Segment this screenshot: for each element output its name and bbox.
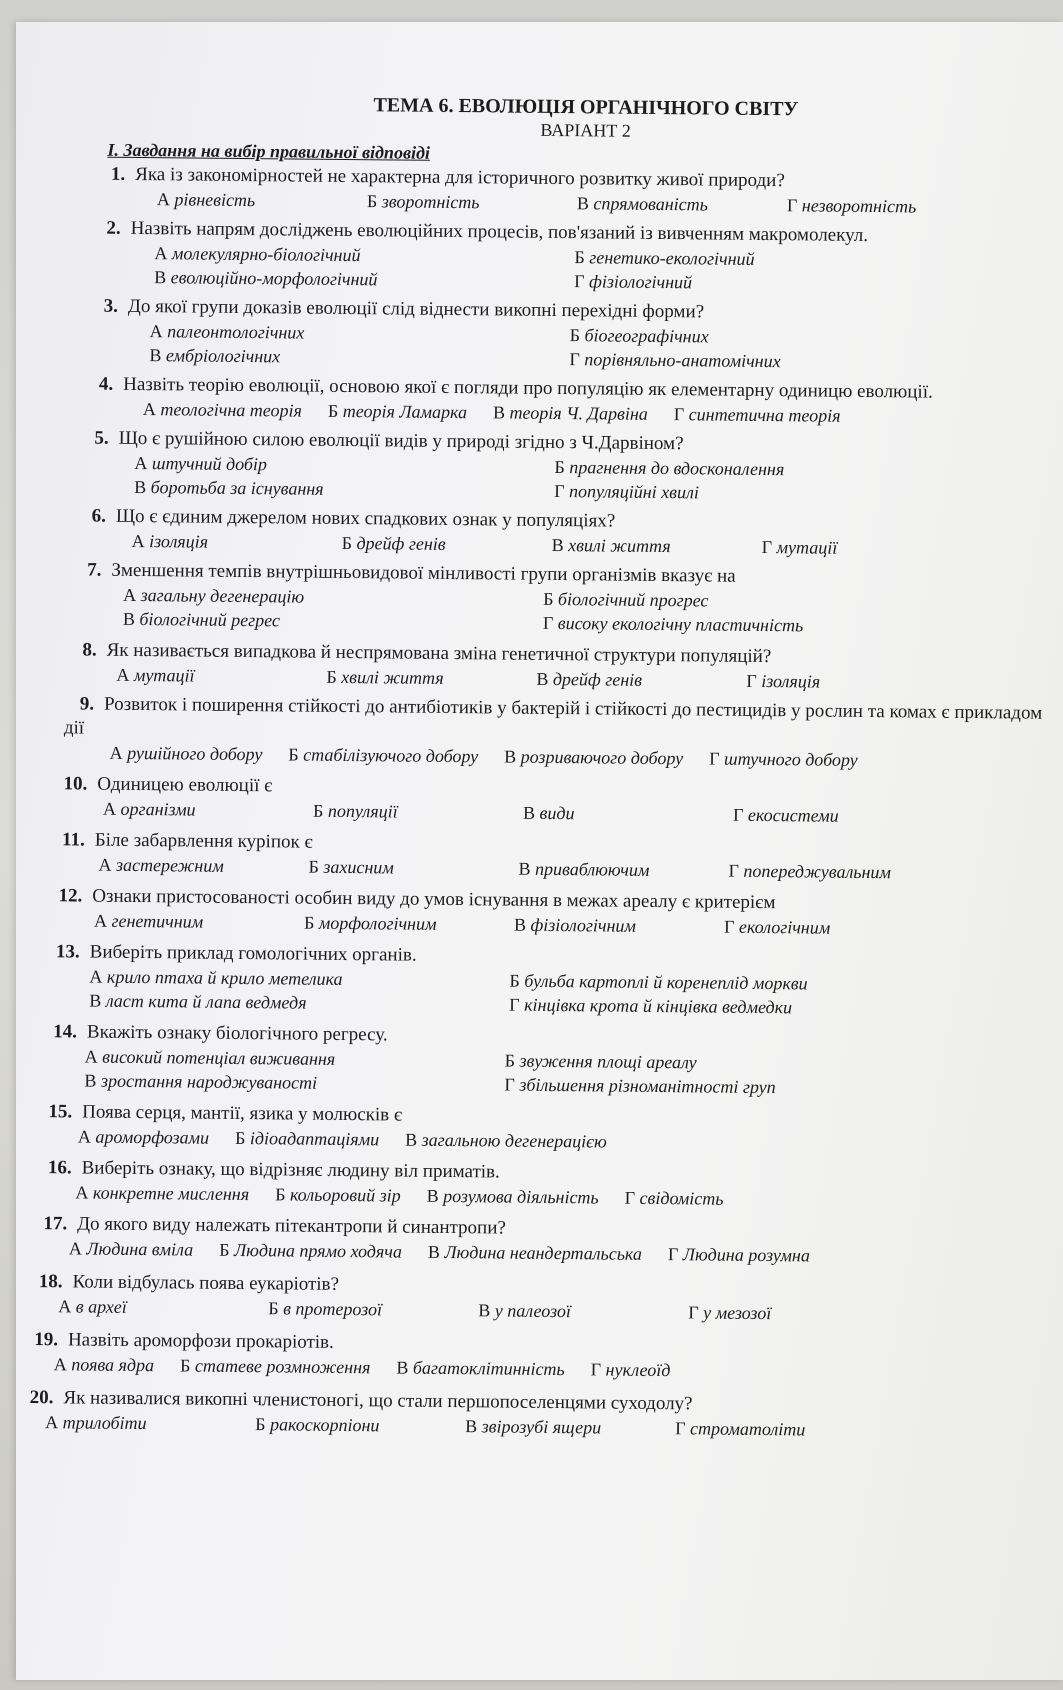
- question-11: [54, 828, 1048, 886]
- answer-option: [275, 1182, 401, 1207]
- answer-option: [552, 533, 762, 559]
- question-13: [49, 940, 1048, 1022]
- option-letter: Г: [728, 860, 740, 881]
- question-number: 6.: [91, 505, 107, 527]
- option-letter: Б: [569, 325, 581, 346]
- question-number: 4.: [98, 373, 114, 395]
- question-text: Назвіть напрям досліджень еволюційних процесів, пов'язаний із вивченням макромолекул.: [130, 217, 869, 246]
- answer-option: [396, 1356, 564, 1382]
- question-number: 17.: [43, 1213, 68, 1235]
- answer-option: [688, 1300, 898, 1326]
- option-letter: А: [131, 530, 145, 552]
- option-letter: Б: [234, 1127, 246, 1149]
- option-text: трилобіти: [62, 1412, 147, 1434]
- question-10: [57, 772, 1049, 830]
- option-text: мутації: [776, 537, 838, 558]
- question-14: [46, 1020, 1047, 1102]
- option-letter: Б: [219, 1239, 230, 1260]
- question-text: Що є єдиним джерелом нових спадкових ознак у популяціях?: [115, 505, 616, 532]
- option-letter: В: [154, 267, 167, 288]
- answer-option: [728, 859, 938, 885]
- answer-option: [367, 189, 577, 215]
- option-letter: А: [68, 1238, 82, 1259]
- answer-option: [724, 915, 934, 941]
- option-letter: Б: [543, 588, 554, 609]
- answer-option: [180, 1353, 371, 1379]
- answer-option: [157, 187, 367, 213]
- answer-option: [591, 1357, 671, 1382]
- option-text: екологічним: [738, 916, 831, 938]
- answer-option: [98, 853, 308, 879]
- option-letter: А: [103, 798, 117, 819]
- option-letter: А: [45, 1412, 59, 1433]
- option-text: захисним: [323, 856, 394, 878]
- option-letter: А: [89, 966, 103, 987]
- question-number: 20.: [29, 1387, 54, 1409]
- option-text: кінцівка крота й кінцівка ведмедки: [524, 994, 793, 1018]
- answer-option: [116, 663, 326, 689]
- option-text: види: [539, 802, 575, 824]
- option-text: теорія Ламарка: [342, 400, 468, 423]
- option-letter: В: [149, 345, 162, 366]
- option-letter: В: [396, 1357, 409, 1378]
- answer-option: [427, 1184, 599, 1210]
- answer-option: [514, 913, 724, 939]
- answer-option: [219, 1238, 402, 1264]
- answer-option: [428, 1240, 642, 1266]
- option-letter: В: [492, 402, 506, 423]
- option-text: попереджувальним: [743, 860, 892, 883]
- answer-option: [288, 742, 478, 768]
- option-letter: Б: [268, 1298, 279, 1319]
- option-letter: Г: [624, 1187, 636, 1208]
- question-text: Поява серця, мантії, язика у молюсків є: [82, 1101, 403, 1126]
- option-text: популяційні хвилі: [568, 481, 699, 503]
- answer-option: [69, 1236, 194, 1261]
- option-letter: Г: [732, 804, 744, 825]
- option-letter: А: [134, 452, 148, 474]
- option-letter: А: [142, 399, 157, 420]
- answer-option: [54, 1352, 155, 1377]
- question-text: Як називалися викопні членистоногі, що стали першопоселенцями суходолу?: [63, 1387, 693, 1415]
- answer-option: [478, 1298, 688, 1324]
- answer-option: [733, 803, 943, 829]
- answer-option: [675, 1416, 885, 1442]
- question-text: Назвіть теорію еволюції, основою якої є погляди про популяцію як елементарну одиницю еволюції.: [123, 373, 933, 403]
- question-number: 3.: [103, 295, 119, 317]
- option-letter: А: [98, 854, 112, 875]
- option-letter: Г: [723, 916, 735, 937]
- option-text: мутації: [133, 664, 195, 686]
- question-15: [42, 1100, 1046, 1158]
- option-text: хвилі життя: [568, 535, 671, 557]
- answer-option: [504, 1073, 924, 1101]
- option-letter: Б: [312, 800, 324, 821]
- question-text: Ознаки пристосованості особин виду до умов існування в межах ареалу є критерієм: [92, 885, 776, 914]
- answer-option: [342, 531, 552, 557]
- answer-option: [308, 855, 518, 881]
- option-letter: Г: [675, 1418, 686, 1439]
- question-1: [95, 163, 1055, 220]
- question-16: [41, 1156, 1045, 1214]
- answer-option: [328, 399, 467, 424]
- option-text: дрейф генів: [552, 668, 643, 690]
- option-letter: Г: [554, 480, 565, 502]
- answer-option: [543, 611, 963, 639]
- question-number: 5.: [94, 427, 109, 449]
- answer-option: [762, 535, 972, 561]
- answer-option: [110, 741, 263, 766]
- option-letter: В: [465, 1416, 478, 1437]
- answer-option: [75, 1180, 249, 1206]
- answer-option: [554, 479, 974, 507]
- option-text: у палеозої: [494, 1300, 572, 1322]
- answer-option: [235, 1126, 379, 1151]
- option-text: ізоляція: [149, 531, 209, 552]
- option-letter: А: [93, 910, 108, 931]
- answer-option: [569, 347, 989, 375]
- question-number: 7.: [87, 559, 102, 581]
- option-text: морфологічним: [318, 912, 437, 934]
- option-letter: Б: [366, 191, 378, 212]
- option-letter: А: [53, 1354, 67, 1375]
- option-text: загальну дегенерацію: [140, 585, 305, 607]
- option-text: біогеографічних: [584, 325, 709, 347]
- option-text: біологічний регрес: [139, 609, 281, 631]
- option-letter: Г: [709, 748, 720, 769]
- question-number: 8.: [82, 639, 97, 661]
- answer-option: [465, 1414, 675, 1440]
- answer-option: [154, 265, 574, 293]
- option-text: рівневість: [174, 189, 256, 211]
- option-text: ідіоадаптаціями: [249, 1128, 380, 1150]
- option-letter: В: [426, 1185, 439, 1206]
- option-text: кольоровий зір: [289, 1184, 401, 1206]
- option-text: хвилі життя: [341, 666, 444, 688]
- option-letter: Г: [574, 271, 585, 292]
- option-text: прагнення до вдосконалення: [569, 457, 785, 480]
- answer-options: [149, 319, 1053, 376]
- question-6: [76, 504, 1052, 561]
- answer-option: [523, 801, 733, 827]
- option-text: генетико-екологічний: [589, 247, 755, 269]
- option-letter: А: [149, 321, 163, 342]
- question-number: 16.: [47, 1157, 72, 1179]
- question-number: 18.: [38, 1271, 63, 1293]
- question-text: Виберіть ознаку, що відрізняє людину віл приматів.: [81, 1157, 500, 1183]
- option-text: ембріологічних: [165, 345, 281, 367]
- option-letter: Б: [341, 532, 353, 554]
- answer-option: [746, 669, 956, 695]
- option-letter: А: [75, 1182, 89, 1203]
- option-letter: Г: [590, 1359, 602, 1380]
- option-letter: Г: [688, 1302, 699, 1323]
- answer-option: [577, 191, 787, 217]
- question-number: 1.: [110, 163, 126, 185]
- option-text: конкретне мислення: [92, 1182, 250, 1205]
- answer-option: [574, 269, 994, 297]
- option-text: фізіологічним: [530, 914, 637, 936]
- option-letter: А: [84, 1046, 98, 1067]
- question-number: 11.: [61, 829, 85, 851]
- option-letter: Г: [667, 1244, 679, 1265]
- option-text: в протерозої: [283, 1298, 383, 1320]
- answer-option: [625, 1186, 724, 1211]
- option-text: порівняльно-анатомічних: [584, 349, 781, 372]
- answer-option: [149, 343, 569, 371]
- option-letter: Б: [303, 912, 315, 933]
- answer-option: [134, 475, 554, 503]
- option-letter: Б: [308, 856, 319, 877]
- question-text: Вкажіть ознаку біологічного регресу.: [86, 1021, 388, 1046]
- answer-option: [536, 667, 746, 693]
- answer-option: [313, 799, 523, 825]
- option-letter: В: [84, 1070, 97, 1091]
- question-list: [23, 162, 1055, 1444]
- answer-option: [518, 857, 728, 883]
- option-letter: А: [109, 742, 123, 763]
- question-number: 14.: [53, 1021, 78, 1043]
- option-text: звірозубі ящери: [481, 1416, 602, 1438]
- option-text: крило птаха й крило метелика: [106, 966, 343, 989]
- option-letter: В: [522, 802, 536, 823]
- question-20: [23, 1386, 1043, 1444]
- option-text: загальною дегенерацією: [421, 1129, 607, 1152]
- answer-option: [504, 745, 683, 771]
- answer-options: [123, 583, 1051, 640]
- option-letter: Б: [504, 1050, 516, 1071]
- option-text: Людина вміла: [86, 1238, 194, 1260]
- option-letter: В: [478, 1300, 491, 1321]
- option-letter: В: [427, 1241, 441, 1262]
- option-letter: В: [551, 534, 564, 556]
- answer-option: [255, 1412, 465, 1438]
- question-number: 10.: [63, 773, 88, 795]
- option-letter: Б: [326, 666, 337, 687]
- question-number: 19.: [34, 1329, 59, 1351]
- option-letter: Б: [574, 247, 585, 268]
- option-letter: Г: [509, 994, 520, 1015]
- question-text: Що є рушійною силою еволюції видів у природі згідно з Ч.Дарвіном?: [118, 427, 684, 455]
- question-text: Виберіть приклад гомологічних органів.: [89, 941, 417, 966]
- option-letter: В: [504, 746, 517, 767]
- option-text: популяції: [327, 800, 398, 822]
- question-7: [71, 558, 1052, 639]
- option-letter: Г: [761, 536, 773, 558]
- answer-option: [123, 607, 543, 635]
- answer-option: [787, 193, 997, 219]
- test-document: [23, 90, 1056, 1444]
- option-text: теорія Ч. Дарвіна: [509, 402, 648, 424]
- option-text: молекулярно-біологічний: [171, 243, 361, 266]
- answer-option: [143, 397, 302, 423]
- option-letter: В: [405, 1129, 418, 1150]
- question-12: [52, 884, 1048, 942]
- answer-options: [84, 1045, 1046, 1102]
- question-text: Як називається випадкова й неспрямована зміна генетичної структури популяцій?: [106, 639, 772, 668]
- option-text: еволюційно-морфологічний: [170, 267, 378, 290]
- option-text: розриваючого добору: [520, 746, 684, 769]
- answer-option: [674, 402, 841, 428]
- option-text: ізоляція: [761, 670, 821, 692]
- option-text: дрейф генів: [356, 533, 446, 554]
- question-number: 12.: [58, 885, 83, 907]
- answer-option: [509, 993, 929, 1021]
- answer-option: [304, 911, 514, 937]
- option-letter: Б: [509, 970, 520, 991]
- answer-options: [89, 965, 1047, 1022]
- option-letter: А: [123, 584, 137, 605]
- answer-option: [268, 1296, 478, 1322]
- option-text: ракоскорпіони: [269, 1414, 380, 1436]
- option-letter: Г: [569, 349, 580, 370]
- question-text: Назвіть ароморфози прокаріотів.: [67, 1329, 334, 1353]
- question-number: 2.: [106, 217, 121, 239]
- question-text: Розвиток і поширення стійкості до антибіотиків у бактерій і стійкості до пестицидів у рослин та комах є прикладом дії: [63, 693, 1043, 739]
- option-letter: В: [134, 476, 147, 498]
- answer-options: [154, 241, 1054, 298]
- option-text: приваблюючим: [534, 858, 650, 880]
- option-text: застережним: [115, 854, 224, 876]
- question-text: Біле забарвлення курiпок є: [94, 829, 313, 853]
- option-text: високу екологічну пластичність: [557, 613, 804, 636]
- option-text: ароморфозами: [95, 1126, 210, 1148]
- question-number: 9.: [79, 693, 95, 715]
- option-text: Людина неандертальська: [444, 1241, 643, 1264]
- option-letter: А: [154, 243, 168, 264]
- option-letter: В: [513, 914, 527, 935]
- answer-option: [78, 1124, 209, 1149]
- option-letter: В: [518, 858, 531, 879]
- option-text: строматоліти: [689, 1418, 806, 1440]
- question-19: [28, 1328, 1044, 1386]
- option-letter: А: [77, 1126, 92, 1147]
- question-number: 15.: [48, 1101, 73, 1123]
- question-8: [66, 638, 1050, 695]
- option-letter: Г: [673, 404, 685, 425]
- option-letter: Б: [554, 456, 565, 478]
- answer-option: [45, 1410, 255, 1436]
- option-letter: В: [536, 668, 549, 689]
- answer-option: [58, 1294, 268, 1320]
- option-text: стабілізуючого добору: [303, 744, 479, 767]
- question-5: [78, 426, 1053, 507]
- option-text: у мезозої: [703, 1302, 772, 1324]
- answer-option: [405, 1128, 607, 1154]
- option-text: екосистеми: [747, 804, 839, 826]
- option-letter: А: [58, 1296, 72, 1317]
- variant-label: ВАРІАНТ 2: [540, 119, 631, 141]
- option-text: збільшення різноманітності груп: [519, 1074, 776, 1098]
- option-text: нуклеоїд: [605, 1359, 671, 1381]
- option-text: Людина прямо ходяча: [233, 1239, 403, 1262]
- question-text: До якої групи доказів еволюції слід віднести викопні перехідні форми?: [127, 295, 705, 323]
- option-letter: Г: [746, 670, 757, 691]
- option-letter: Г: [542, 612, 554, 633]
- section-heading: І. Завдання на вибір правильної відповіді: [107, 139, 431, 163]
- option-text: фізіологічний: [588, 271, 693, 293]
- option-text: зростання народжуваності: [100, 1070, 318, 1093]
- option-text: бульба картоплі й коренеплід моркви: [524, 970, 808, 994]
- option-text: біологічний прогрес: [557, 589, 709, 611]
- question-number: 13.: [55, 941, 80, 963]
- option-text: штучного добору: [724, 748, 858, 770]
- option-text: палеонтологічних: [167, 321, 305, 343]
- option-text: високий потенціал виживання: [102, 1046, 336, 1069]
- option-text: боротьба за існування: [150, 477, 324, 499]
- option-letter: Б: [327, 400, 339, 421]
- option-text: незворотність: [801, 195, 917, 217]
- answer-option: [132, 529, 342, 555]
- question-3: [87, 295, 1054, 376]
- option-text: статеве розмноження: [194, 1355, 371, 1378]
- document-title: ТЕМА 6. ЕВОЛЮЦІЯ ОРГАНІЧНОГО СВІТУ: [373, 94, 799, 121]
- answer-option: [84, 1069, 504, 1097]
- answer-option: [326, 665, 536, 691]
- question-9: [64, 692, 1051, 773]
- option-text: генетичним: [111, 910, 204, 932]
- option-text: поява ядра: [71, 1354, 155, 1376]
- option-text: зворотність: [381, 191, 480, 213]
- option-letter: Г: [786, 195, 798, 216]
- option-text: спрямованість: [593, 193, 708, 215]
- option-text: ласт кита й лапа ведмедя: [105, 990, 307, 1013]
- option-letter: В: [89, 990, 102, 1011]
- option-text: багатоклітинність: [412, 1357, 565, 1380]
- answer-option: [103, 797, 313, 823]
- option-text: свідомість: [639, 1187, 724, 1209]
- answer-options: [134, 451, 1052, 508]
- option-text: Людина розумна: [682, 1244, 810, 1266]
- option-text: звуження площі ареалу: [519, 1050, 697, 1073]
- option-letter: Г: [504, 1074, 515, 1095]
- option-text: рушійного добору: [127, 742, 263, 765]
- question-4: [83, 372, 1053, 429]
- question-2: [90, 217, 1055, 298]
- option-letter: В: [122, 608, 136, 629]
- option-text: синтетична теорія: [688, 404, 841, 426]
- option-text: теологічна теорія: [160, 399, 303, 421]
- answer-option: [668, 1242, 810, 1267]
- option-letter: Б: [179, 1355, 191, 1376]
- option-text: організми: [120, 798, 196, 820]
- question-text: Одиницею еволюції є: [97, 773, 273, 797]
- option-letter: А: [156, 189, 171, 210]
- question-18: [32, 1270, 1044, 1328]
- question-text: Яка із закономірностей не характерна для історичного розвитку живої природи?: [135, 163, 785, 192]
- option-letter: В: [576, 193, 590, 214]
- question-text: Коли відбулась поява еукаріотів?: [72, 1271, 340, 1295]
- option-text: штучний добір: [151, 453, 268, 475]
- answer-option: [89, 989, 509, 1017]
- option-letter: Б: [288, 744, 299, 765]
- option-letter: Б: [255, 1414, 266, 1435]
- question-text: Зменшення темпів внутрішньовидової мінливості групи організмів вказує на: [111, 559, 736, 587]
- option-letter: Б: [275, 1184, 286, 1205]
- answer-option: [94, 909, 304, 935]
- question-text: До якого виду належать пітекантропи й синантропи?: [77, 1213, 506, 1239]
- answer-option: [493, 400, 648, 425]
- option-letter: А: [116, 664, 130, 685]
- answer-option: [709, 746, 858, 771]
- question-17: [37, 1212, 1045, 1270]
- option-text: розумова діяльність: [443, 1185, 599, 1208]
- option-text: в археї: [75, 1296, 127, 1317]
